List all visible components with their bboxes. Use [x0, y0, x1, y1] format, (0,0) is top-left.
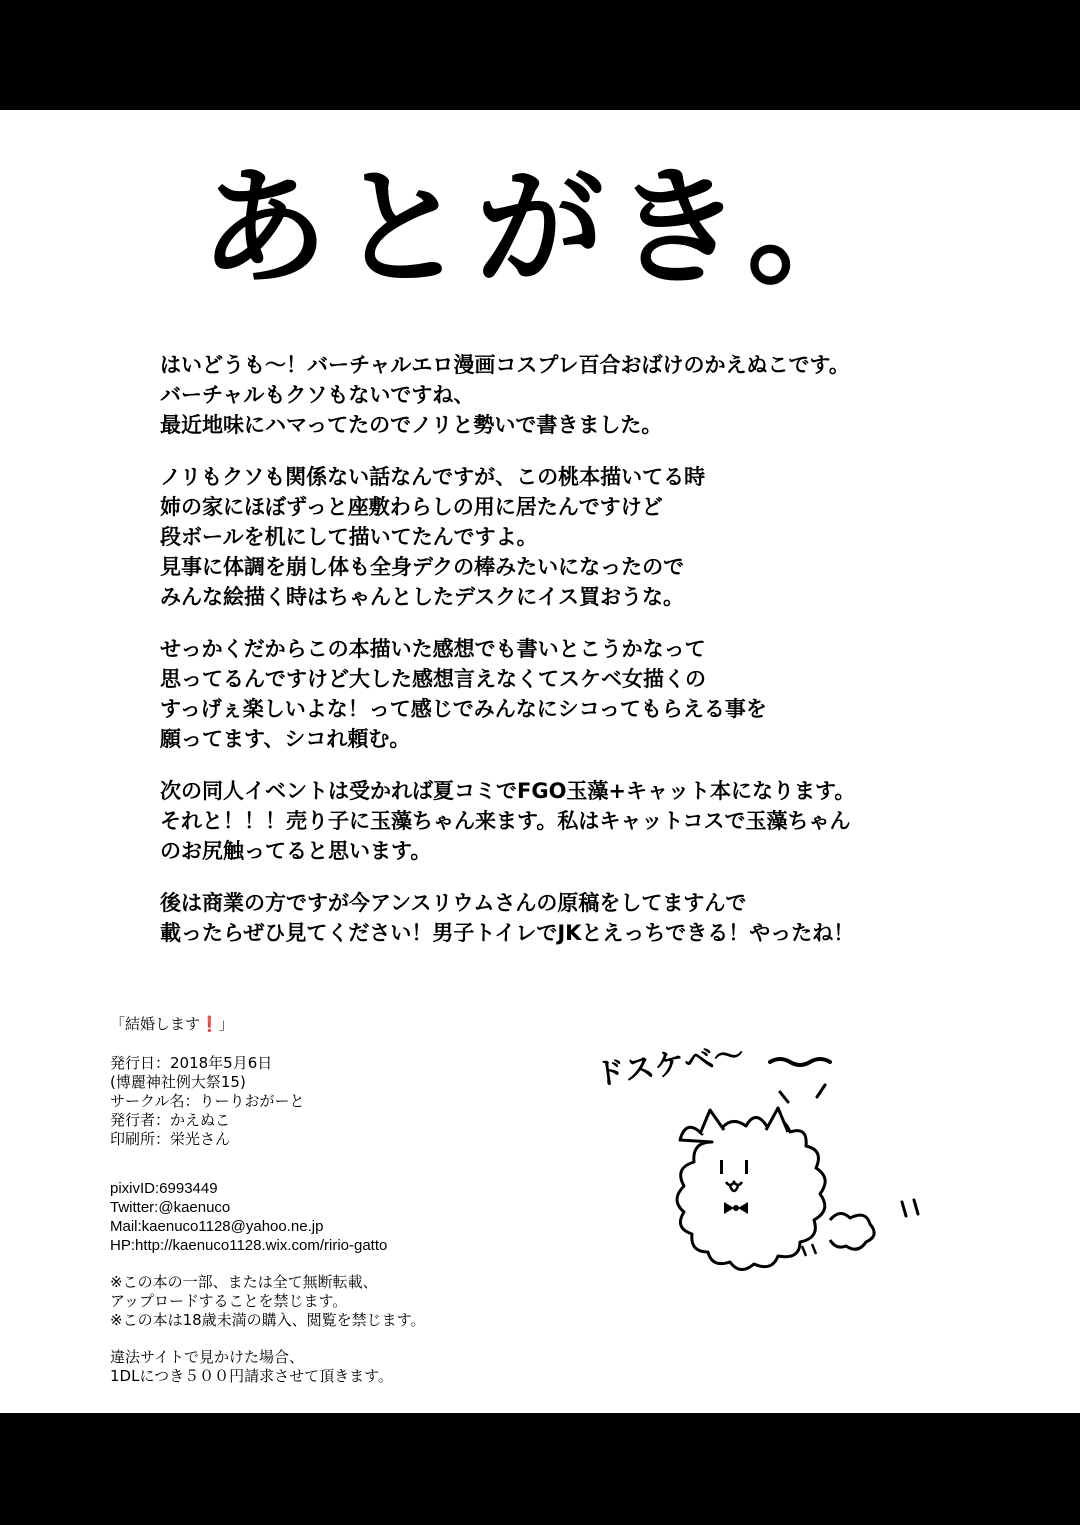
- piracy-notice: [110, 1348, 570, 1386]
- publication-line: 印刷所：栄光さん: [110, 1130, 231, 1148]
- afterword-line: はいどうも〜！バーチャルエロ漫画コスプレ百合おばけのかえぬこです。: [160, 353, 850, 377]
- afterword-line: 段ボールを机にして描いてたんですよ。: [160, 525, 538, 549]
- fluffy-creature-illustration: [580, 1030, 940, 1370]
- afterword-paragraph: [160, 888, 940, 948]
- contact-line: Twitter:@kaenuco: [110, 1199, 231, 1216]
- afterword-line: それと！！！売り子に玉藻ちゃん来ます。私はキャットコスで玉藻ちゃん: [160, 809, 851, 833]
- afterword-paragraph: [160, 634, 940, 754]
- afterword-paragraph: [160, 776, 940, 866]
- afterword-line: 後は商業の方ですが今アンスリウムさんの原稿をしてますんで: [160, 891, 747, 915]
- afterword-line: 載ったらぜひ見てください！男子トイレでJKとえっちできる！やったね！: [160, 921, 855, 945]
- notice-line: アップロードすることを禁じます。: [110, 1292, 348, 1310]
- notice-line: ※この本の一部、または全て無断転載、: [110, 1273, 378, 1291]
- afterword-line: 願ってます、シコれ頼む。: [160, 727, 411, 751]
- notice-line: 違法サイトで見かけた場合、: [110, 1348, 304, 1366]
- afterword-line: 思ってるんですけど大した感想言えなくてスケベ女描くの: [160, 667, 706, 691]
- publication-line: 発行日：2018年5月6日: [110, 1054, 273, 1072]
- afterword-line: 次の同人イベントは受かれば夏コミでFGO玉藻+キャット本になります。: [160, 779, 856, 803]
- copyright-notice: [110, 1273, 570, 1330]
- afterword-page: [0, 110, 1080, 1413]
- afterword-body: [160, 350, 940, 970]
- afterword-line: せっかくだからこの本描いた感想でも書いとこうかなって: [160, 637, 706, 661]
- publication-info: [110, 1054, 570, 1149]
- contact-line: pixivID:6993449: [110, 1180, 218, 1197]
- afterword-line: みんな絵描く時はちゃんとしたデスクにイス買おうな。: [160, 585, 684, 609]
- afterword-line: 見事に体調を崩し体も全身デクの棒みたいになったので: [160, 555, 685, 579]
- contact-line: Mail:kaenuco1128@yahoo.ne.jp: [110, 1218, 324, 1235]
- afterword-paragraph: [160, 350, 940, 440]
- afterword-line: すっげぇ楽しいよな！って感じでみんなにシコってもらえる事を: [160, 697, 767, 721]
- afterword-paragraph: [160, 462, 940, 612]
- notice-line: ※この本は18歳未満の購入、閲覧を禁じます。: [110, 1311, 426, 1329]
- notice-line: 1DLにつき５００円請求させて頂きます。: [110, 1367, 393, 1385]
- page-title: あとがき。: [200, 154, 885, 303]
- afterword-line: バーチャルもクソもないですね、: [160, 383, 475, 407]
- contact-line: HP:http://kaenuco1128.wix.com/ririo-gatto: [110, 1237, 388, 1254]
- colophon: [110, 1015, 570, 1404]
- work-title: 「結婚します❗」: [110, 1015, 234, 1033]
- publication-line: サークル名：りーりおがーと: [110, 1092, 305, 1110]
- doodle-caption: ドスケベ〜: [592, 1037, 747, 1094]
- publication-line: 発行者：かえぬこ: [110, 1111, 231, 1129]
- afterword-line: のお尻触ってると思います。: [160, 839, 432, 863]
- publication-line: (博麗神社例大祭15): [110, 1073, 246, 1091]
- afterword-line: ノリもクソも関係ない話なんですが、この桃本描いてる時: [160, 465, 706, 489]
- afterword-line: 最近地味にハマってたのでノリと勢いで書きました。: [160, 413, 663, 437]
- afterword-line: 姉の家にほぼずっと座敷わらしの用に居たんですけど: [160, 495, 663, 519]
- contact-info: [110, 1179, 570, 1255]
